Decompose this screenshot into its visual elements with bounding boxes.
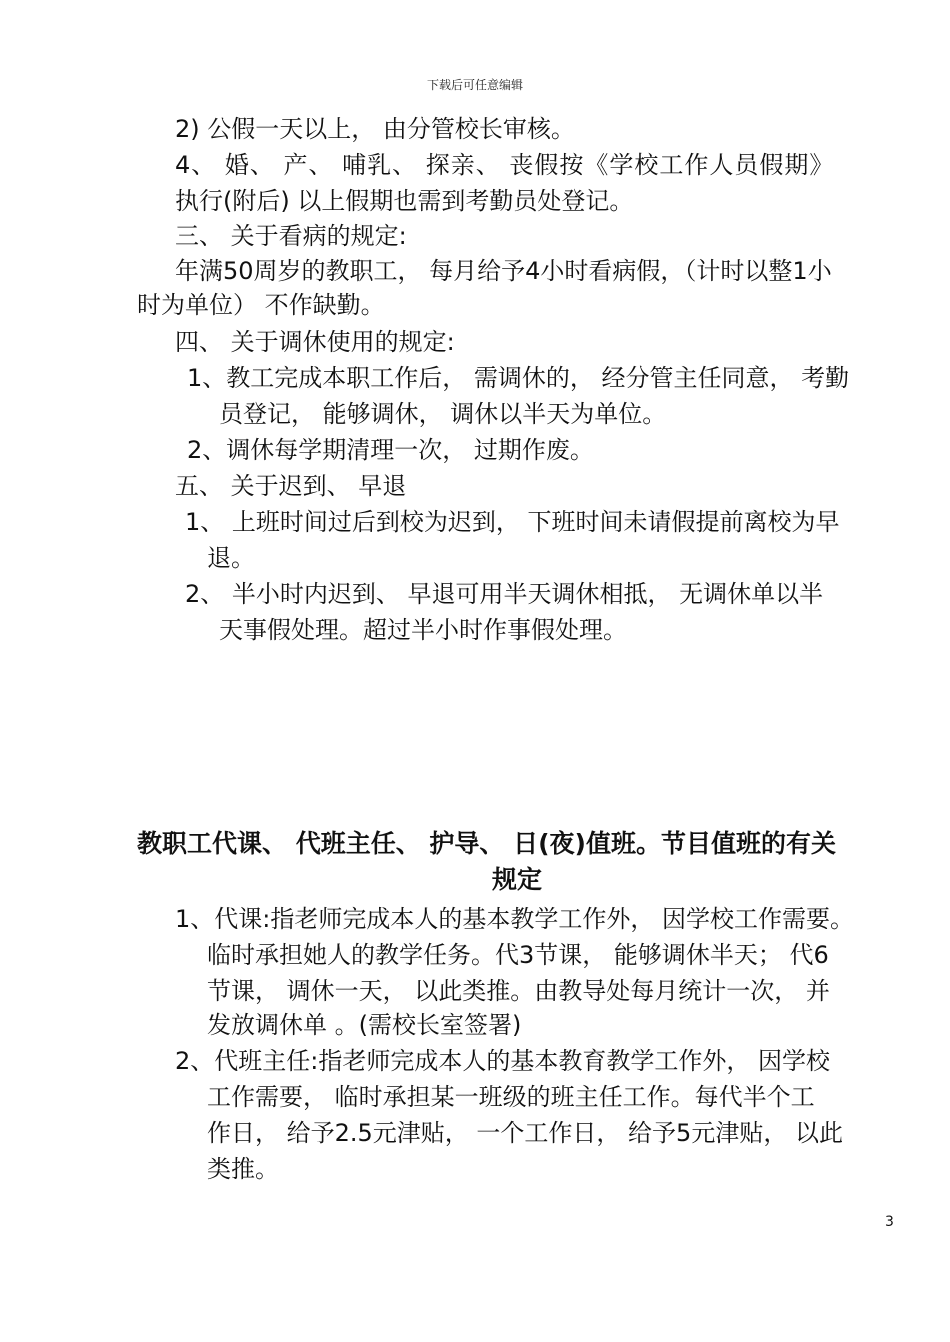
text-line: 执行(附后) 以上假期也需到考勤员处登记。 <box>175 187 634 215</box>
list-item: 2、调休每学期清理一次， 过期作废。 <box>187 436 594 464</box>
section-title: 教职工代课、 代班主任、 护导、 日(夜)值班。节目值班的有关 <box>137 829 836 858</box>
text-line: 时为单位） 不作缺勤。 <box>137 291 385 319</box>
list-item: 1、 上班时间过后到校为迟到， 下班时间未请假提前离校为早 <box>185 508 840 536</box>
text-line: 节课， 调休一天， 以此类推。由教导处每月统计一次， 并 <box>207 977 830 1005</box>
text-line: 工作需要， 临时承担某一班级的班主任工作。每代半个工 <box>207 1083 815 1111</box>
text-line: 发放调休单 。(需校长室签署) <box>207 1011 522 1039</box>
text-line: 类推。 <box>207 1155 279 1183</box>
section-heading-5: 五、 关于迟到、 早退 <box>175 472 407 500</box>
section-heading-3: 三、 关于看病的规定: <box>175 222 407 250</box>
text-line: 作日， 给予2.5元津贴， 一个工作日， 给予5元津贴， 以此 <box>207 1119 843 1147</box>
list-item: 1、代课:指老师完成本人的基本教学工作外， 因学校工作需要。 <box>175 905 854 933</box>
text-line: 临时承担她人的教学任务。代3节课， 能够调休半天； 代6 <box>207 941 829 969</box>
text-line: 员登记， 能够调休， 调休以半天为单位。 <box>219 400 667 428</box>
list-item: 2、 半小时内迟到、 早退可用半天调休相抵， 无调休单以半 <box>185 580 824 608</box>
page-header: 下载后可任意编辑 <box>426 78 523 92</box>
page-number: 3 <box>885 1214 894 1230</box>
text-line: 年满50周岁的教职工， 每月给予4小时看病假，（计时以整1小 <box>175 257 832 285</box>
list-item: 2、代班主任:指老师完成本人的基本教育教学工作外， 因学校 <box>175 1047 830 1075</box>
section-title-cont: 规定 <box>491 865 542 894</box>
text-line: 天事假处理。超过半小时作事假处理。 <box>219 616 627 644</box>
list-item: 1、教工完成本职工作后， 需调休的， 经分管主任同意， 考勤 <box>187 364 850 392</box>
text-line: 退。 <box>207 544 255 572</box>
text-line: 2) 公假一天以上， 由分管校长审核。 <box>175 115 575 143</box>
text-line: 4、 婚、 产、 哺乳、 探亲、 丧假按《学校工作人员假期》 <box>175 151 835 179</box>
section-heading-4: 四、 关于调休使用的规定: <box>175 328 455 356</box>
